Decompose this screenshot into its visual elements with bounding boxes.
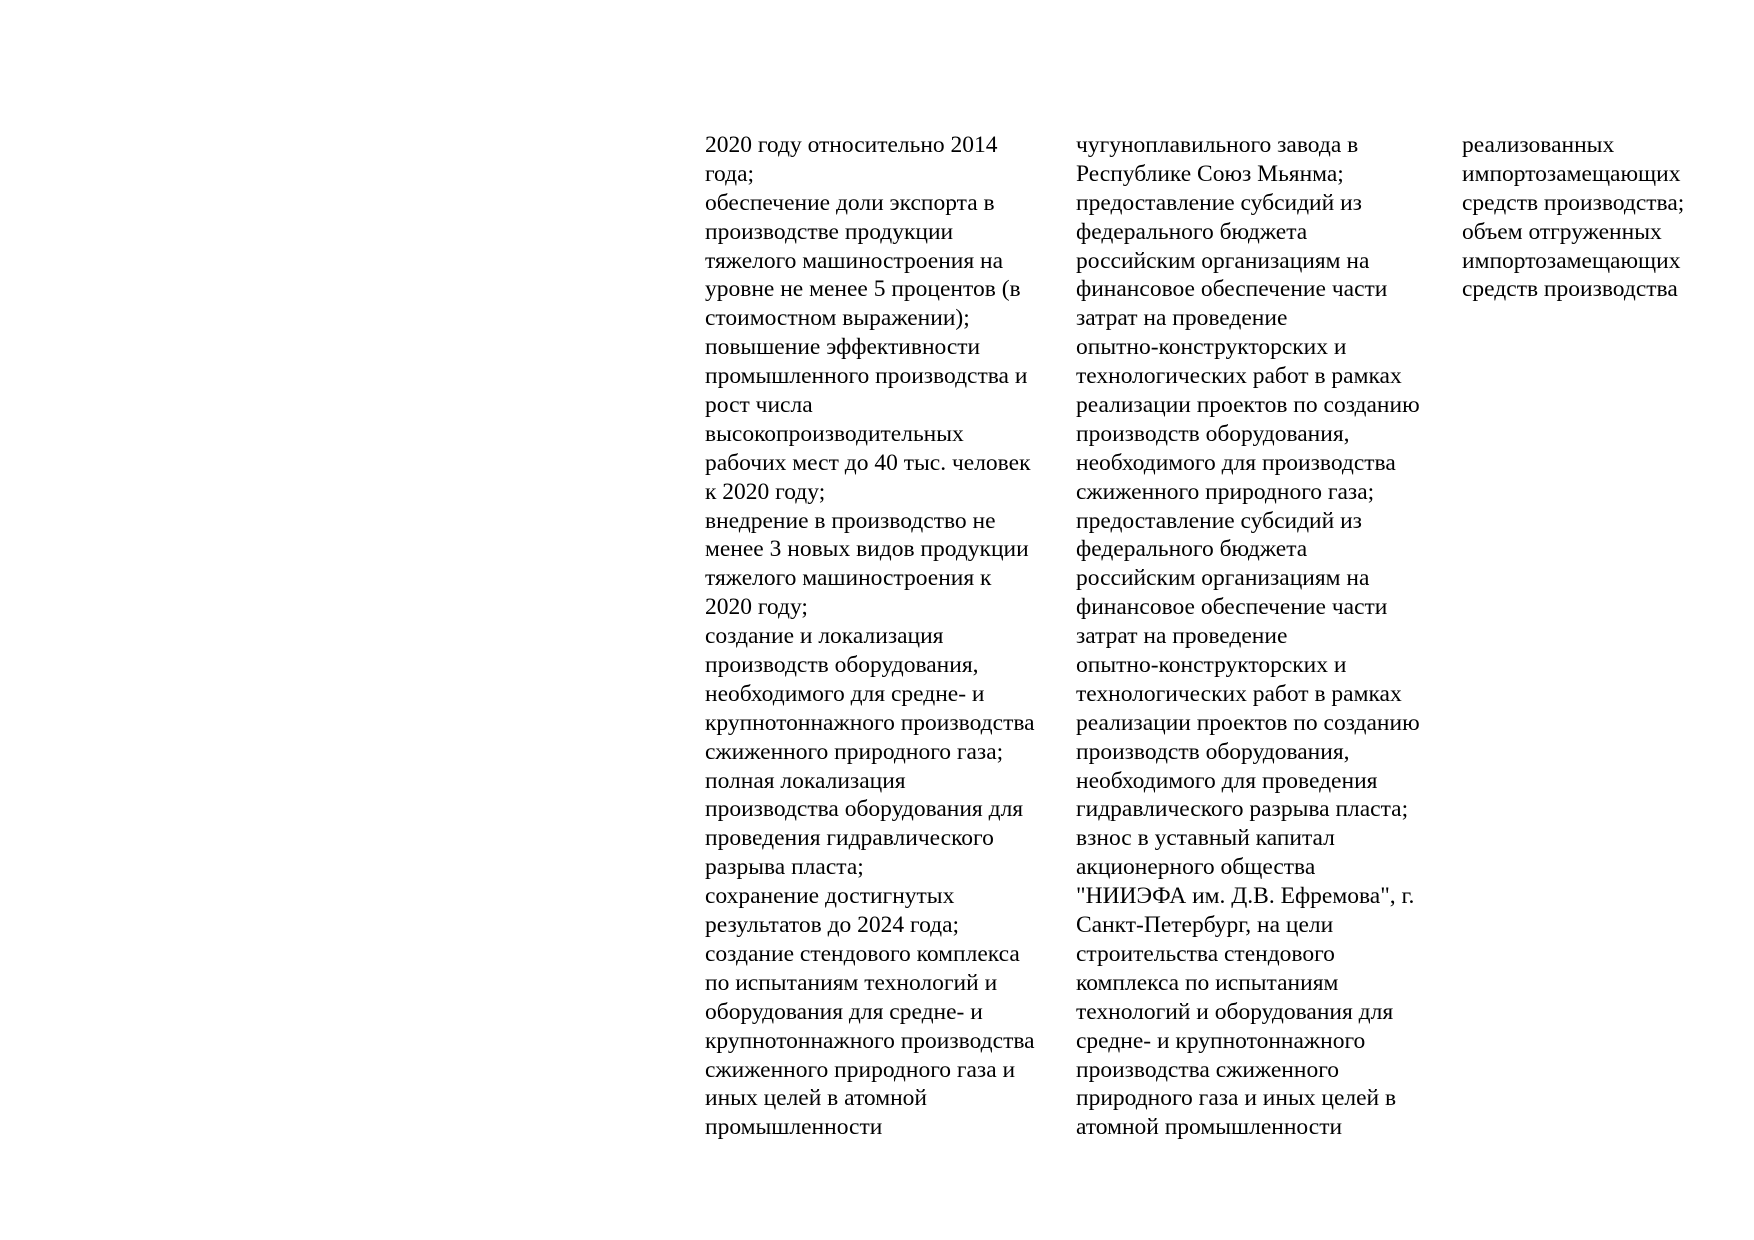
text-line: финансовое обеспечение части — [1076, 594, 1388, 621]
text-line: полная локализация — [705, 767, 906, 794]
text-line: опытно-конструкторских и — [1076, 334, 1347, 361]
text-line: необходимого для средне- и — [705, 680, 985, 707]
text-line: атомной промышленности — [1076, 1114, 1343, 1141]
text-column-2 — [1076, 131, 1420, 1142]
text-line: средне- и крупнотоннажного — [1076, 1027, 1366, 1054]
text-line: необходимого для проведения — [1076, 767, 1378, 794]
text-line: чугуноплавильного завода в — [1076, 132, 1359, 158]
text-line: обеспечение доли экспорта в — [705, 189, 995, 216]
text-line: высокопроизводительных — [705, 420, 964, 447]
text-line: технологий и оборудования для — [1076, 998, 1394, 1025]
text-line: сохранение достигнутых — [705, 883, 955, 910]
text-line: строительства стендового — [1076, 940, 1335, 967]
text-line: затрат на проведение — [1076, 305, 1288, 332]
text-line: федерального бюджета — [1076, 218, 1308, 245]
text-line: создание и локализация — [705, 623, 944, 650]
text-line: разрыва пласта; — [705, 854, 864, 881]
text-line: объем отгруженных — [1462, 218, 1662, 245]
text-line: стоимостном выражении); — [705, 305, 970, 332]
text-line: финансовое обеспечение части — [1076, 276, 1388, 303]
text-line: сжиженного природного газа; — [1076, 478, 1375, 505]
text-line: производства сжиженного — [1076, 1056, 1339, 1083]
text-line: затрат на проведение — [1076, 623, 1288, 650]
text-line: предоставление субсидий из — [1076, 507, 1362, 534]
text-line: производств оборудования, — [1076, 738, 1350, 765]
text-line: рост числа — [705, 392, 813, 419]
text-line: технологических работ в рамках — [1076, 363, 1402, 390]
text-line: российским организациям на — [1076, 565, 1370, 592]
text-line: реализации проектов по созданию — [1076, 709, 1420, 736]
text-line: "НИИЭФА им. Д.В. Ефремова", г. — [1076, 883, 1415, 910]
text-line: повышение эффективности — [705, 334, 981, 361]
text-line: предоставление субсидий из — [1076, 189, 1362, 216]
text-line: взнос в уставный капитал — [1076, 825, 1335, 852]
text-line: необходимого для производства — [1076, 449, 1396, 476]
text-line: комплекса по испытаниям — [1076, 969, 1339, 996]
text-line: иных целей в атомной — [705, 1085, 928, 1112]
text-line: тяжелого машиностроения на — [705, 247, 1004, 274]
text-line: реализации проектов по созданию — [1076, 392, 1420, 419]
text-line: федерального бюджета — [1076, 536, 1308, 563]
text-line: импортозамещающих — [1462, 247, 1681, 274]
text-line: результатов до 2024 года; — [705, 912, 960, 939]
text-line: рабочих мест до 40 тыс. человек — [705, 449, 1031, 476]
text-line: проведения гидравлического — [705, 825, 994, 852]
text-line: уровне не менее 5 процентов (в — [705, 276, 1021, 303]
text-line: оборудования для средне- и — [705, 998, 983, 1025]
text-line: Республике Союз Мьянма; — [1076, 160, 1344, 187]
text-line: производств оборудования, — [1076, 420, 1350, 447]
text-line: года; — [705, 160, 755, 187]
text-line: гидравлического разрыва пласта; — [1076, 796, 1409, 823]
text-line: акционерного общества — [1076, 854, 1316, 881]
text-line: средств производства; — [1462, 189, 1685, 216]
text-line: сжиженного природного газа; — [705, 738, 1004, 765]
text-line: внедрение в производство не — [705, 507, 996, 534]
text-line: к 2020 году; — [705, 478, 826, 505]
text-line: промышленного производства и — [705, 363, 1028, 390]
text-line: реализованных — [1462, 132, 1615, 158]
text-line: производств оборудования, — [705, 652, 979, 679]
text-column-3 — [1462, 131, 1684, 304]
text-line: опытно-конструкторских и — [1076, 652, 1347, 679]
text-line: тяжелого машиностроения к — [705, 565, 992, 592]
text-line: природного газа и иных целей в — [1076, 1085, 1397, 1112]
text-column-1 — [705, 131, 1035, 1142]
text-line: промышленности — [705, 1114, 883, 1141]
text-line: создание стендового комплекса — [705, 940, 1020, 967]
text-line: технологических работ в рамках — [1076, 680, 1402, 707]
text-line: производстве продукции — [705, 218, 954, 245]
text-line: крупнотоннажного производства — [705, 1027, 1035, 1054]
text-line: Санкт-Петербург, на цели — [1076, 912, 1334, 939]
text-line: российским организациям на — [1076, 247, 1370, 274]
text-line: сжиженного природного газа и — [705, 1056, 1016, 1083]
text-line: импортозамещающих — [1462, 160, 1681, 187]
text-line: 2020 году; — [705, 594, 808, 621]
text-line: по испытаниям технологий и — [705, 969, 998, 996]
text-line: менее 3 новых видов продукции — [705, 536, 1029, 563]
text-line: производства оборудования для — [705, 796, 1024, 823]
text-line: средств производства — [1462, 276, 1678, 303]
text-line: 2020 году относительно 2014 — [705, 132, 998, 158]
text-line: крупнотоннажного производства — [705, 709, 1035, 736]
